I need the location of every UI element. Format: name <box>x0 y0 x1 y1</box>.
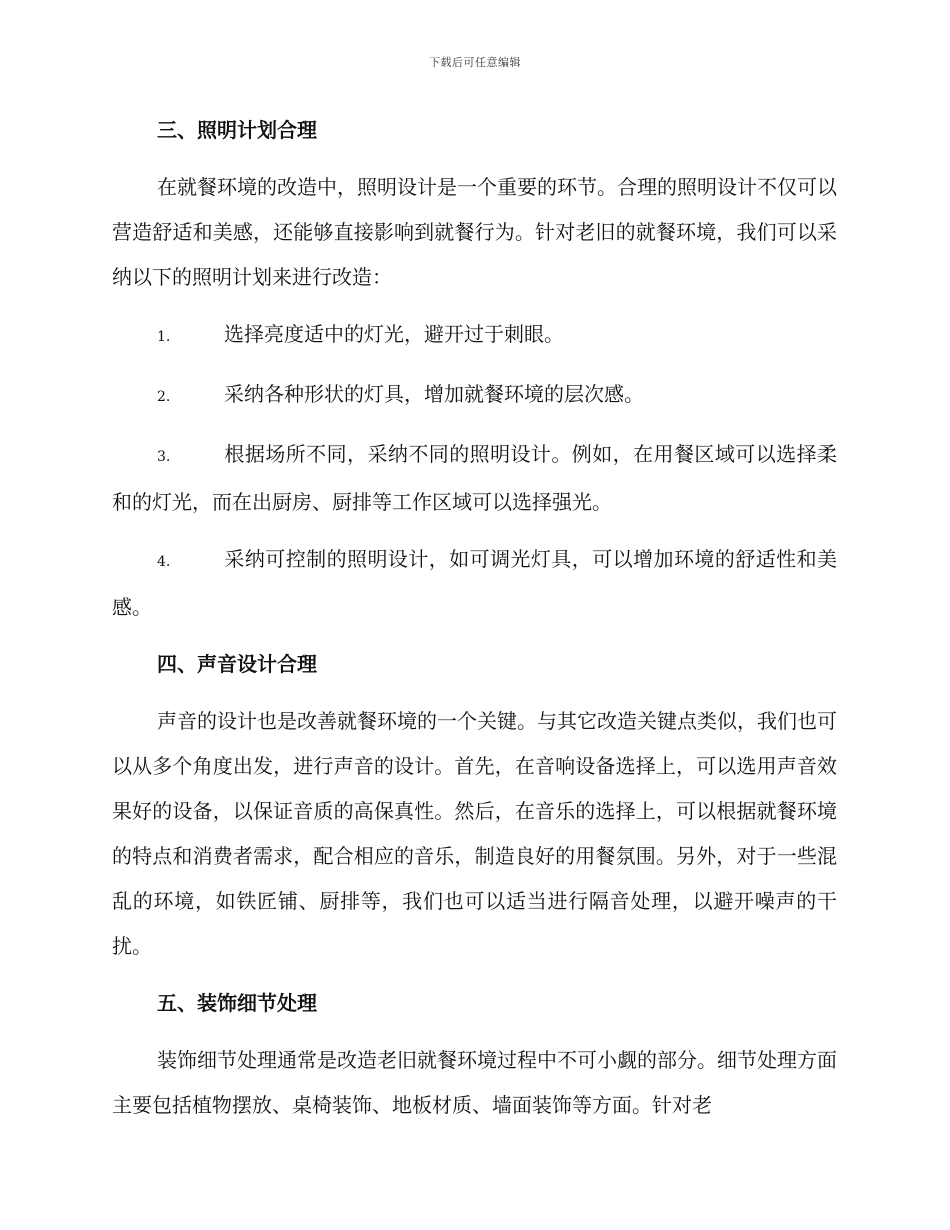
list-item <box>112 372 837 420</box>
page-header: 下载后可任意编辑 <box>429 56 521 69</box>
section-heading-lighting: 三、照明计划合理 <box>157 118 317 142</box>
list-item <box>112 432 837 525</box>
list-item-number: 4. <box>157 554 171 570</box>
list-item-text: 选择亮度适中的灯光，避开过于刺眼。 <box>224 322 564 346</box>
list-item-text: 采纳各种形状的灯具，增加就餐环境的层次感。 <box>224 382 644 406</box>
list-item-text: 采纳可控制的照明设计，如可调光灯具，可以增加环境的舒适性和美感。 <box>112 547 837 619</box>
section-paragraph-lighting: 在就餐环境的改造中，照明设计是一个重要的环节。合理的照明设计不仅可以营造舒适和美感，还能够直接影响到就餐行为。针对老旧的就餐环境，我们可以采纳以下的照明计划来进行改造： <box>112 175 837 289</box>
list-item-number: 2. <box>157 389 171 405</box>
list-item <box>112 312 837 360</box>
list-item-number: 1. <box>157 329 171 345</box>
section-heading-decoration: 五、装饰细节处理 <box>157 991 317 1015</box>
section-heading-sound: 四、声音设计合理 <box>157 652 317 676</box>
section-paragraph-sound: 声音的设计也是改善就餐环境的一个关键。与其它改造关键点类似，我们也可以从多个角度出发，进行声音的设计。首先，在音响设备选择上，可以选用声音效果好的设备，以保证音质的高保真性。然后，在音乐的选择上，可以根据就餐环境的特点和消费者需求，配合相应的音乐，制造良好的用餐氛围。另外，对于一些混乱的环境，如铁匠铺、厨排等，我们也可以适当进行隔音处理，以避开噪声的干扰。 <box>112 709 837 958</box>
list-item-text: 根据场所不同，采纳不同的照明设计。例如，在用餐区域可以选择柔和的灯光，而在出厨房、厨排等工作区域可以选择强光。 <box>112 442 837 514</box>
list-item-number: 3. <box>157 449 171 465</box>
list-item <box>112 537 837 630</box>
section-paragraph-decoration: 装饰细节处理通常是改造老旧就餐环境过程中不可小觑的部分。细节处理方面主要包括植物摆放、桌椅装饰、地板材质、墙面装饰等方面。针对老 <box>112 1048 837 1117</box>
document-body <box>112 108 837 1140</box>
